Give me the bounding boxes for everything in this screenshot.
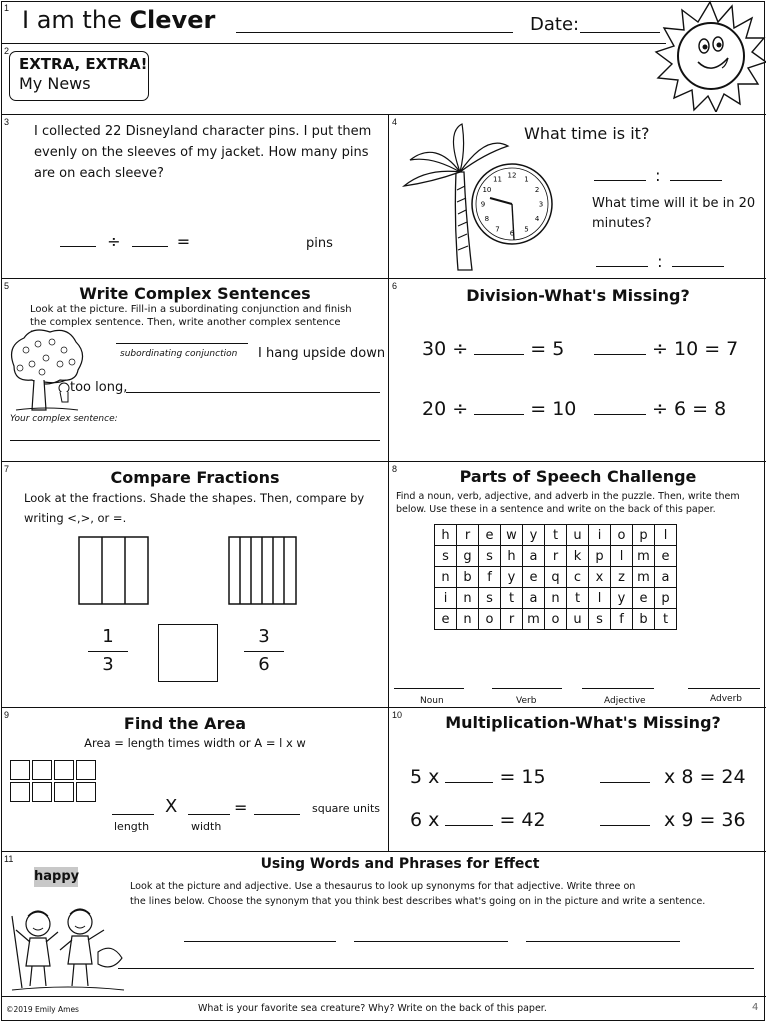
area-grid: [8, 758, 98, 804]
answer-blank[interactable]: [445, 825, 493, 826]
your-sentence-label: Your complex sentence:: [10, 414, 118, 424]
sentence-blank[interactable]: [118, 968, 754, 969]
grid-letter[interactable]: e: [435, 609, 457, 630]
answer-blank[interactable]: [474, 414, 524, 415]
badge-subtitle: My News: [19, 74, 91, 93]
grid-letter[interactable]: n: [435, 567, 457, 588]
area-answer-blank[interactable]: [254, 814, 300, 815]
divider: [2, 114, 766, 115]
sentence-part: I hang upside down: [258, 346, 386, 361]
grid-letter[interactable]: s: [589, 609, 611, 630]
cell-number: 5: [4, 281, 10, 291]
section-title: Write Complex Sentences: [79, 284, 311, 303]
grid-letter[interactable]: o: [545, 609, 567, 630]
cell-number: 1: [4, 3, 10, 13]
equals-sign: =: [234, 798, 248, 817]
grid-letter[interactable]: o: [611, 525, 633, 546]
equation-right: x 8 = 24: [664, 766, 746, 788]
unit-label: pins: [306, 236, 333, 251]
conjunction-blank[interactable]: [116, 343, 248, 344]
synonym-blank[interactable]: [526, 941, 680, 942]
hour-blank[interactable]: [594, 180, 646, 181]
equation-right: ÷ 6 = 8: [652, 398, 727, 420]
cell-number: 10: [392, 710, 403, 720]
section-title: Multiplication-What's Missing?: [445, 713, 721, 732]
section-title: Find the Area: [123, 714, 247, 733]
grid-letter[interactable]: q: [545, 567, 567, 588]
answer-blank[interactable]: [600, 825, 650, 826]
grid-letter[interactable]: i: [435, 588, 457, 609]
word-search-grid: [434, 524, 677, 630]
cell-number: 9: [4, 710, 10, 720]
synonym-blank[interactable]: [354, 941, 508, 942]
grid-letter[interactable]: h: [435, 525, 457, 546]
divide-sign: ÷: [107, 232, 121, 251]
page-number: 4: [752, 1002, 759, 1013]
clock-number: 11: [493, 175, 502, 184]
hour-blank[interactable]: [596, 266, 648, 267]
grid-letter[interactable]: l: [655, 525, 677, 546]
grid-letter[interactable]: p: [633, 525, 655, 546]
grid-row: [435, 546, 677, 567]
section-instructions: Find a noun, verb, adjective, and adverb in the puzzle. Then, write them below. Use these in a sentence and write on the back of this paper.: [396, 491, 740, 515]
grid-letter[interactable]: r: [457, 525, 479, 546]
answer-blank[interactable]: [60, 246, 96, 247]
title-name: Clever: [129, 6, 216, 34]
denominator: 6: [258, 654, 270, 675]
divider: [2, 461, 766, 462]
numerator: 3: [258, 626, 270, 647]
unit-label: square units: [312, 802, 381, 815]
equation-left: 30 ÷: [422, 338, 469, 360]
equation: [594, 398, 726, 420]
grid-letter[interactable]: s: [479, 546, 501, 567]
clock-number: 6: [509, 229, 515, 238]
grid-letter[interactable]: m: [523, 609, 545, 630]
answer-blank[interactable]: [600, 782, 650, 783]
sun-illustration: [654, 0, 766, 112]
answer-blank[interactable]: [582, 688, 654, 689]
minute-blank[interactable]: [672, 266, 724, 267]
adjective-word: happy: [34, 867, 78, 887]
sentence-part: too long,: [70, 380, 128, 395]
section-title: Compare Fractions: [110, 468, 280, 487]
equation-right: x 9 = 36: [664, 809, 746, 831]
minute-blank[interactable]: [670, 180, 722, 181]
grid-letter[interactable]: t: [567, 588, 589, 609]
grid-letter[interactable]: l: [589, 588, 611, 609]
date-label: Date:: [530, 14, 580, 35]
date-field[interactable]: [580, 32, 660, 33]
fraction-shape-sixths[interactable]: [228, 536, 298, 606]
grid-letter[interactable]: y: [611, 588, 633, 609]
equation-left: 6 x: [410, 809, 440, 831]
section-title: Parts of Speech Challenge: [459, 467, 697, 486]
denominator: 3: [102, 654, 114, 675]
grid-letter[interactable]: y: [501, 567, 523, 588]
adjective-label: Adjective: [604, 696, 646, 706]
cell-number: 8: [392, 464, 398, 474]
copyright: ©2019 Emily Ames: [6, 1005, 79, 1014]
equation-right: ÷ 10 = 7: [652, 338, 739, 360]
fraction-bar: [88, 651, 128, 652]
grid-letter[interactable]: e: [523, 567, 545, 588]
equation: [600, 766, 746, 788]
numerator: 1: [102, 626, 114, 647]
colon: :: [657, 252, 663, 271]
grid-letter[interactable]: z: [611, 567, 633, 588]
grid-letter[interactable]: s: [479, 588, 501, 609]
equation-right: = 10: [530, 398, 577, 420]
divider: [2, 996, 766, 997]
noun-label: Noun: [420, 696, 444, 706]
clock-number: 5: [524, 225, 529, 234]
equation-right: = 42: [499, 809, 546, 831]
divider: [2, 43, 666, 44]
grid-letter[interactable]: t: [501, 588, 523, 609]
equation-right: = 5: [530, 338, 565, 360]
grid-letter[interactable]: i: [589, 525, 611, 546]
grid-letter[interactable]: t: [655, 609, 677, 630]
answer-blank[interactable]: [688, 688, 760, 689]
time-answer-1: [594, 166, 722, 185]
length-blank[interactable]: [112, 814, 154, 815]
answer-blank[interactable]: [474, 354, 524, 355]
cell-number: 11: [4, 854, 14, 864]
width-blank[interactable]: [188, 814, 230, 815]
clock-number: 4: [534, 215, 540, 223]
cell-number: 3: [4, 117, 10, 127]
clock-number: 1: [524, 175, 529, 184]
equation: [422, 338, 564, 360]
clock-number: 9: [480, 200, 486, 209]
palm-tree-clock-illustration: [396, 120, 556, 272]
answer-blank[interactable]: [594, 354, 646, 355]
grid-letter[interactable]: u: [567, 609, 589, 630]
grid-letter[interactable]: n: [457, 609, 479, 630]
grid-letter[interactable]: a: [655, 567, 677, 588]
grid-letter[interactable]: e: [655, 546, 677, 567]
times-sign: X: [165, 796, 178, 817]
cell-number: 2: [4, 46, 10, 56]
grid-letter[interactable]: a: [523, 588, 545, 609]
length-label: length: [114, 820, 150, 833]
grid-letter[interactable]: p: [589, 546, 611, 567]
grid-row: [435, 525, 677, 546]
grid-letter[interactable]: p: [655, 588, 677, 609]
title-prefix: I am the: [22, 6, 130, 34]
clock-number: 10: [482, 186, 492, 194]
synonym-blank[interactable]: [184, 941, 336, 942]
grid-letter[interactable]: f: [611, 609, 633, 630]
grid-letter[interactable]: k: [567, 546, 589, 567]
grid-letter[interactable]: c: [567, 567, 589, 588]
time-question-2: What time will it be in 20 minutes?: [592, 196, 756, 231]
grid-letter[interactable]: r: [545, 546, 567, 567]
blank-caption: subordinating conjunction: [120, 349, 238, 359]
grid-letter[interactable]: m: [633, 567, 655, 588]
verb-label: Verb: [516, 696, 537, 706]
section-instructions: Look at the fractions. Shade the shapes. Then, compare by writing <,>, or =.: [24, 491, 365, 525]
comparison-box[interactable]: [158, 624, 218, 682]
answer-blank[interactable]: [594, 414, 646, 415]
divider: [2, 851, 766, 852]
divider: [388, 114, 389, 851]
equals-sign: =: [176, 232, 191, 251]
grid-letter[interactable]: b: [633, 609, 655, 630]
clock-number: 3: [538, 200, 544, 209]
cell-number: 4: [392, 117, 398, 127]
clock-number: 12: [507, 171, 517, 180]
grid-letter[interactable]: x: [589, 567, 611, 588]
grid-letter[interactable]: y: [523, 525, 545, 546]
fraction-bar: [244, 651, 284, 652]
cell-number: 7: [4, 464, 10, 474]
colon: :: [655, 166, 661, 185]
fraction-1: [88, 626, 128, 675]
happy-kids-illustration: [8, 902, 126, 992]
badge-title: EXTRA, EXTRA!: [19, 55, 148, 73]
tree-illustration: [6, 326, 86, 414]
equation: [410, 809, 546, 831]
grid-letter[interactable]: e: [633, 588, 655, 609]
grid-letter[interactable]: s: [435, 546, 457, 567]
answer-blank[interactable]: [492, 688, 562, 689]
section-instructions: the lines below. Choose the synonym that you think best describes what's going on in the picture and write a sentence.: [130, 896, 706, 907]
clock-number: 7: [495, 225, 500, 234]
division-equation: [60, 232, 190, 251]
equation-right: = 15: [499, 766, 546, 788]
equation: [594, 338, 738, 360]
time-answer-2: [596, 252, 724, 271]
grid-letter[interactable]: l: [611, 546, 633, 567]
divider: [2, 278, 766, 279]
time-question: What time is it?: [524, 124, 650, 143]
grid-letter[interactable]: e: [479, 525, 501, 546]
grid-letter[interactable]: n: [457, 588, 479, 609]
footer-prompt: What is your favorite sea creature? Why? Write on the back of this paper.: [198, 1003, 547, 1014]
sentence-blank[interactable]: [126, 392, 380, 393]
equation-left: 20 ÷: [422, 398, 469, 420]
grid-letter[interactable]: n: [545, 588, 567, 609]
answer-blank[interactable]: [394, 688, 464, 689]
clock-number: 2: [534, 186, 540, 194]
section-title: Using Words and Phrases for Effect: [260, 856, 540, 872]
name-field[interactable]: [236, 32, 513, 33]
grid-letter[interactable]: g: [457, 546, 479, 567]
page-title: [22, 6, 215, 34]
grid-letter[interactable]: b: [457, 567, 479, 588]
clock-number: 8: [484, 215, 490, 223]
grid-letter[interactable]: h: [501, 546, 523, 567]
grid-letter[interactable]: o: [479, 609, 501, 630]
cell-number: 6: [392, 281, 398, 291]
equation: [600, 809, 746, 831]
grid-row: [435, 609, 677, 630]
area-formula: Area = length times width or A = l x w: [84, 736, 306, 750]
grid-letter[interactable]: f: [479, 567, 501, 588]
equation-left: 5 x: [410, 766, 440, 788]
fraction-2: [244, 626, 284, 675]
section-instructions: Look at the picture and adjective. Use a thesaurus to look up synonyms for that adjective. Write three on: [130, 881, 636, 892]
grid-row: [435, 588, 677, 609]
your-sentence-blank[interactable]: [10, 440, 380, 441]
equation: [422, 398, 576, 420]
equation: [410, 766, 546, 788]
answer-blank[interactable]: [132, 246, 168, 247]
grid-letter[interactable]: a: [523, 546, 545, 567]
word-problem-text: I collected 22 Disneyland character pins. I put them evenly on the sleeves of my jacket. How many pins are on each sleeve?: [34, 124, 372, 181]
grid-letter[interactable]: w: [501, 525, 523, 546]
adverb-label: Adverb: [710, 694, 742, 704]
section-instructions: Look at the picture. Fill-in a subordinating conjunction and finish the complex sentence. Then, write another complex sentence: [30, 304, 352, 328]
grid-letter[interactable]: t: [545, 525, 567, 546]
grid-letter[interactable]: m: [633, 546, 655, 567]
parts-of-speech-answers: [394, 688, 764, 710]
width-label: width: [191, 820, 222, 833]
news-badge: [9, 51, 149, 101]
fraction-shape-thirds[interactable]: [78, 536, 150, 606]
grid-row: [435, 567, 677, 588]
answer-blank[interactable]: [445, 782, 493, 783]
section-title: Division-What's Missing?: [466, 286, 690, 305]
grid-letter[interactable]: u: [567, 525, 589, 546]
grid-letter[interactable]: r: [501, 609, 523, 630]
